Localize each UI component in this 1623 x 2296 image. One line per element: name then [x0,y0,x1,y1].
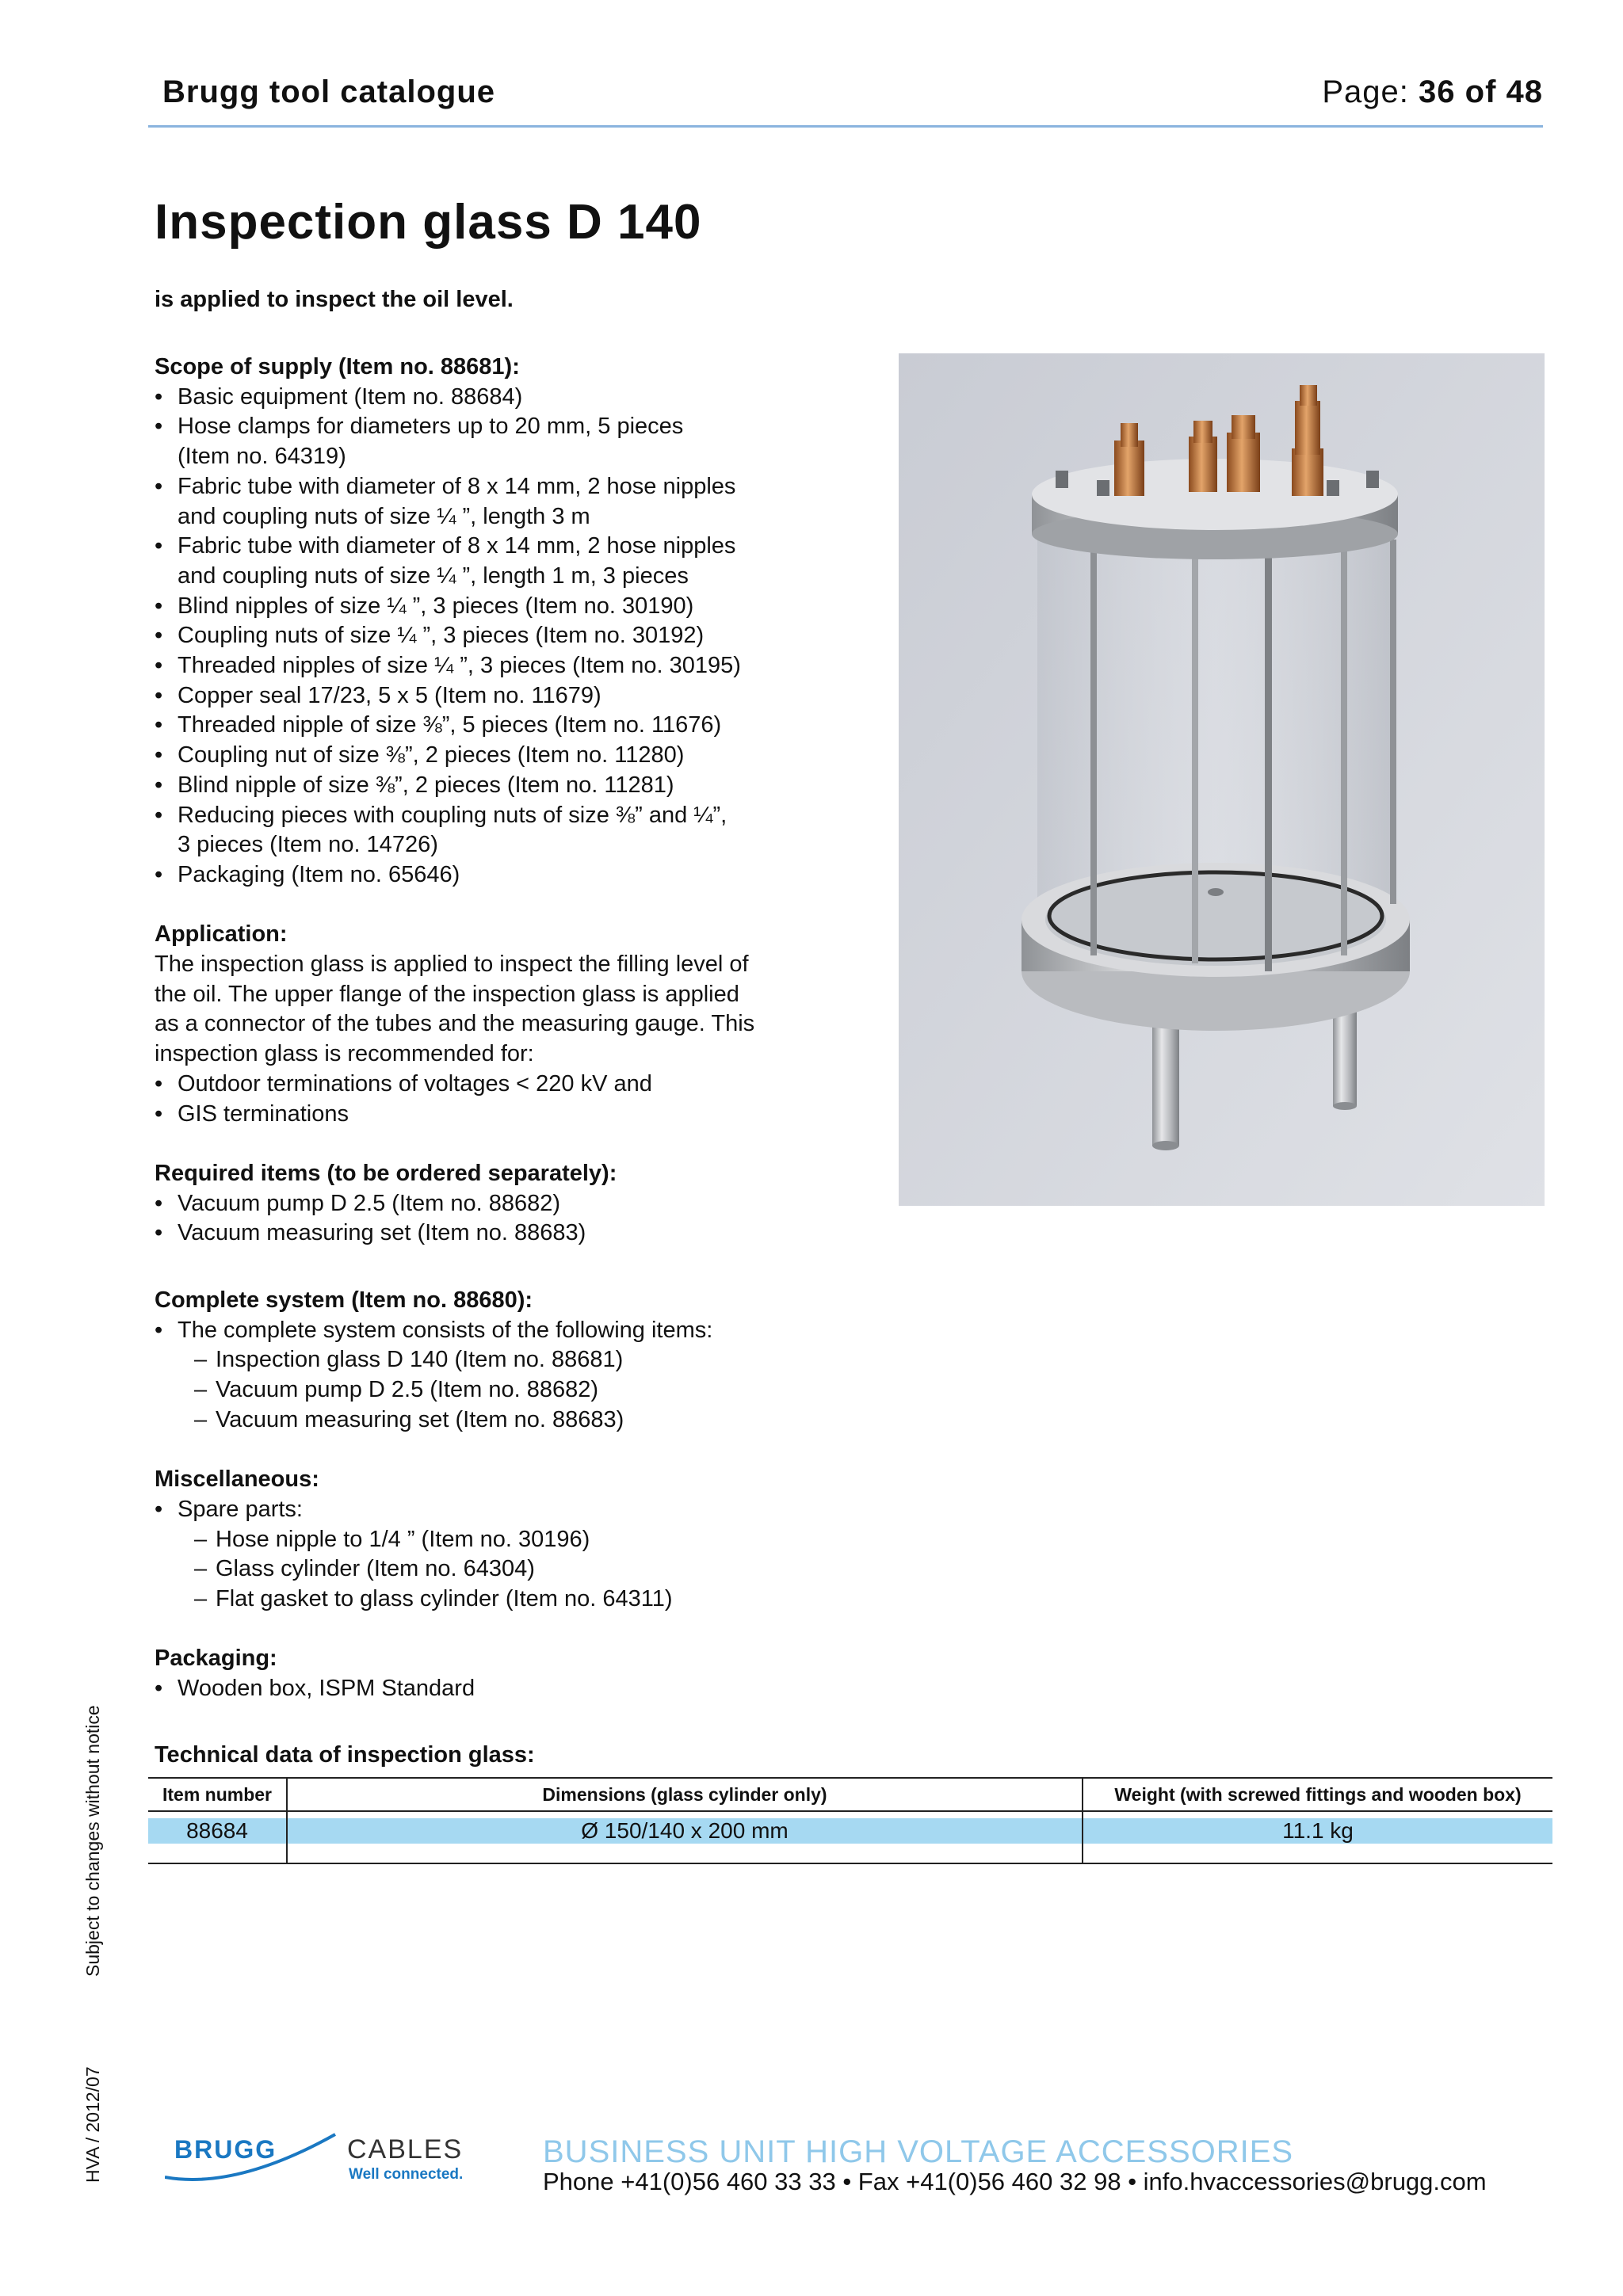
list-item: • Packaging (Item no. 65646) [155,860,852,891]
page-number [1322,74,1543,110]
list-item: • Wooden box, ISPM Standard [155,1674,852,1704]
list-item: • The complete system consists of the following items: [155,1316,852,1346]
list-item: • Vacuum measuring set (Item no. 88683) [155,1219,852,1249]
scope-heading: Scope of supply (Item no. 88681): [155,354,520,379]
side-code: HVA / 2012/07 [82,2066,103,2183]
list-item: • Reducing pieces with coupling nuts of size ⅜” and ¼”, [155,801,852,831]
logo-brugg: BRUGG [174,2135,277,2164]
table-cell: Ø 150/140 x 200 mm [287,1818,1083,1844]
list-item: • Fabric tube with diameter of 8 x 14 mm, 2 hose nipples [155,472,852,502]
list-item: • Vacuum pump D 2.5 (Item no. 88682) [155,1189,852,1219]
misc-heading: Miscellaneous: [155,1466,319,1493]
tech-table [148,1777,1552,1864]
table-cell: 88684 [148,1818,287,1844]
header-divider [148,125,1543,128]
application-line: as a connector of the tubes and the measuring gauge. This [155,1011,755,1037]
product-photo [899,353,1545,1206]
sub-list-item: – Hose nipple to 1/4 ” (Item no. 30196) [155,1525,852,1555]
list-item: • Fabric tube with diameter of 8 x 14 mm, 2 hose nipples [155,532,852,562]
list-item-continuation: and coupling nuts of size ¼ ”, length 1 m, 3 pieces [178,563,689,589]
sub-list-item: – Vacuum pump D 2.5 (Item no. 88682) [155,1375,852,1405]
list-item-continuation: and coupling nuts of size ¼ ”, length 3 m [178,503,590,529]
contact-line: Phone +41(0)56 460 33 33 • Fax +41(0)56 460 32 98 • info.hvaccessories@brugg.com [543,2168,1487,2195]
complete-heading: Complete system (Item no. 88680): [155,1287,533,1314]
column-header: Item number [148,1778,287,1811]
page-title: Inspection glass D 140 [155,195,702,250]
logo-cables: CABLES [347,2134,464,2164]
list-item: • Threaded nipples of size ¼ ”, 3 pieces (Item no. 30195) [155,651,852,681]
list-item: • Outdoor terminations of voltages < 220 kV and [155,1070,852,1100]
page-header [148,68,1543,116]
main-content [155,353,852,1704]
side-notice: Subject to changes without notice [82,1705,103,1977]
list-item: • Coupling nut of size ⅜”, 2 pieces (Item no. 11280) [155,741,852,771]
intro-text: is applied to inspect the oil level. [155,287,514,312]
table-cell: 11.1 kg [1083,1818,1552,1844]
list-item: • Threaded nipple of size ⅜”, 5 pieces (Item no. 11676) [155,711,852,741]
packaging-heading: Packaging: [155,1646,277,1672]
logo-tagline: Well connected. [349,2166,464,2183]
list-item: • Coupling nuts of size ¼ ”, 3 pieces (Item no. 30192) [155,621,852,651]
business-unit: BUSINESS UNIT HIGH VOLTAGE ACCESSORIES [543,2134,1294,2169]
application-line: inspection glass is recommended for: [155,1041,534,1067]
list-item: • GIS terminations [155,1100,852,1130]
column-header: Dimensions (glass cylinder only) [287,1778,1083,1811]
list-item: • Hose clamps for diameters up to 20 mm, 5 pieces [155,412,852,442]
list-item-continuation: 3 pieces (Item no. 14726) [178,832,438,858]
list-item: • Blind nipple of size ⅜”, 2 pieces (Item no. 11281) [155,771,852,801]
sub-list-item: – Inspection glass D 140 (Item no. 88681) [155,1345,852,1375]
application-line: the oil. The upper flange of the inspection glass is applied [155,981,739,1007]
brugg-cables-logo [165,2126,482,2190]
list-item: • Spare parts: [155,1495,852,1525]
sub-list-item: – Glass cylinder (Item no. 64304) [155,1554,852,1585]
page-value: 36 of 48 [1419,74,1543,109]
column-header: Weight (with screwed fittings and wooden box) [1083,1778,1552,1811]
table-row [148,1818,1552,1844]
application-line: The inspection glass is applied to inspect the filling level of [155,952,749,978]
sub-list-item: – Flat gasket to glass cylinder (Item no. 64311) [155,1585,852,1615]
list-item: • Copper seal 17/23, 5 x 5 (Item no. 11679) [155,681,852,711]
page-label: Page: [1322,74,1409,109]
list-item: • Basic equipment (Item no. 88684) [155,383,852,413]
list-item: • Blind nipples of size ¼ ”, 3 pieces (Item no. 30190) [155,592,852,622]
table-header-row [148,1778,1552,1811]
sub-list-item: – Vacuum measuring set (Item no. 88683) [155,1405,852,1436]
catalogue-title: Brugg tool catalogue [162,74,495,109]
tech-heading: Technical data of inspection glass: [155,1742,535,1768]
required-heading: Required items (to be ordered separately): [155,1160,617,1186]
list-item-continuation: (Item no. 64319) [178,444,346,470]
application-heading: Application: [155,921,288,948]
